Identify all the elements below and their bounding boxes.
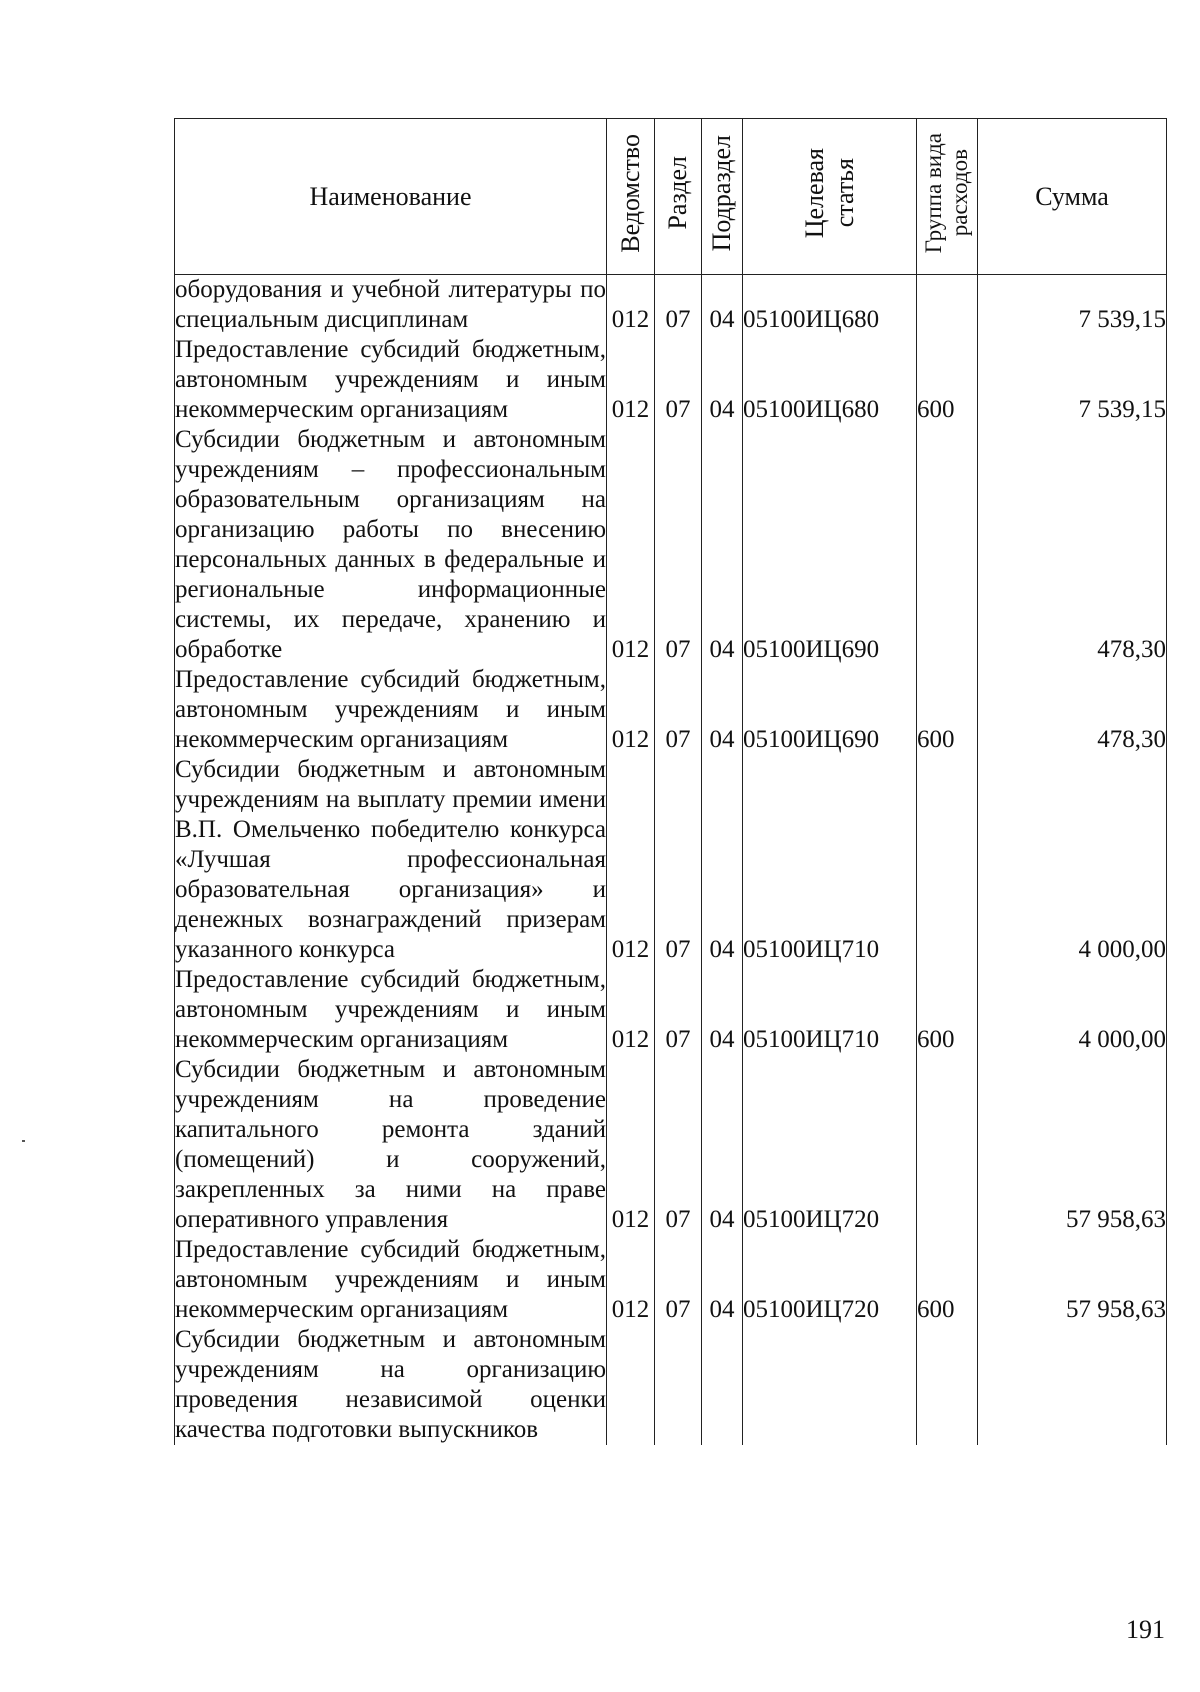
row-razdel [655, 1325, 702, 1445]
row-vedomstvo: 012 [607, 755, 655, 965]
table-row [175, 425, 1167, 665]
row-sum: 4 000,00 [978, 755, 1167, 965]
header-summa: Сумма [978, 119, 1167, 275]
row-expense-group [917, 755, 978, 965]
row-name: Субсидии бюджетным и автономным учреждениям – профессиональным образовательным организациям на организацию работы по внесению персональных данных в федеральные и региональные информационные системы, их передаче, хранению и обработке [175, 426, 606, 663]
table-row [175, 1235, 1167, 1325]
row-target-code: 05100ИЦ720 [743, 1055, 917, 1235]
header-celevaya-statya: Целевая статья [743, 119, 917, 275]
row-podrazdel: 04 [702, 755, 743, 965]
row-name: Субсидии бюджетным и автономным учреждениям на проведение капитального ремонта зданий (помещений) и сооружений, закрепленных за ними на праве оперативного управления [175, 1056, 606, 1233]
row-sum: 7 539,15 [978, 335, 1167, 425]
row-podrazdel: 04 [702, 275, 743, 336]
row-expense-group: 600 [917, 335, 978, 425]
row-name: Предоставление субсидий бюджетным, автономным учреждениям и иным некоммерческим организациям [175, 966, 606, 1053]
row-name: Субсидии бюджетным и автономным учреждениям на выплату премии имени В.П. Омельченко победителю конкурса «Лучшая профессиональная образовательная организация» и денежных вознаграждений призерам указанного конкурса [175, 756, 606, 963]
row-target-code: 05100ИЦ690 [743, 425, 917, 665]
row-target-code: 05100ИЦ710 [743, 965, 917, 1055]
row-sum: 57 958,63 [978, 1235, 1167, 1325]
table-row [175, 1055, 1167, 1235]
row-target-code: 05100ИЦ680 [743, 335, 917, 425]
row-name: Субсидии бюджетным и автономным учреждениям на организацию проведения независимой оценки качества подготовки выпускников [175, 1326, 606, 1443]
scan-speck [22, 1140, 25, 1142]
row-vedomstvo: 012 [607, 335, 655, 425]
row-razdel: 07 [655, 425, 702, 665]
budget-table [174, 118, 1167, 1445]
row-podrazdel: 04 [702, 665, 743, 755]
row-vedomstvo: 012 [607, 1055, 655, 1235]
row-sum: 478,30 [978, 425, 1167, 665]
row-sum: 4 000,00 [978, 965, 1167, 1055]
table-row [175, 335, 1167, 425]
row-expense-group: 600 [917, 1235, 978, 1325]
row-razdel: 07 [655, 335, 702, 425]
row-vedomstvo: 012 [607, 425, 655, 665]
header-gruppa-vida-rashodov: Группа вида расходов [917, 119, 978, 275]
row-sum [978, 1325, 1167, 1445]
header-name: Наименование [175, 119, 607, 275]
row-target-code: 05100ИЦ720 [743, 1235, 917, 1325]
row-sum: 57 958,63 [978, 1055, 1167, 1235]
row-name: Предоставление субсидий бюджетным, автономным учреждениям и иным некоммерческим организациям [175, 336, 606, 423]
row-expense-group [917, 1325, 978, 1445]
row-razdel: 07 [655, 665, 702, 755]
row-podrazdel: 04 [702, 1235, 743, 1325]
row-expense-group [917, 425, 978, 665]
table-row [175, 1325, 1167, 1445]
header-vedomstvo: Ведомство [607, 119, 655, 275]
page-number: 191 [1126, 1615, 1165, 1644]
row-expense-group [917, 275, 978, 336]
row-target-code: 05100ИЦ680 [743, 275, 917, 336]
header-razdel: Раздел [655, 119, 702, 275]
row-vedomstvo [607, 1325, 655, 1445]
row-podrazdel [702, 1325, 743, 1445]
row-podrazdel: 04 [702, 425, 743, 665]
row-vedomstvo: 012 [607, 965, 655, 1055]
row-target-code [743, 1325, 917, 1445]
row-name: Предоставление субсидий бюджетным, автономным учреждениям и иным некоммерческим организациям [175, 666, 606, 753]
table-row [175, 965, 1167, 1055]
row-razdel: 07 [655, 275, 702, 336]
table-row [175, 755, 1167, 965]
table-row [175, 275, 1167, 336]
row-razdel: 07 [655, 965, 702, 1055]
row-name: оборудования и учебной литературы по специальным дисциплинам [175, 276, 606, 333]
row-razdel: 07 [655, 1235, 702, 1325]
row-podrazdel: 04 [702, 1055, 743, 1235]
row-expense-group: 600 [917, 965, 978, 1055]
row-expense-group [917, 1055, 978, 1235]
table-header-row [175, 119, 1167, 275]
row-sum: 478,30 [978, 665, 1167, 755]
row-target-code: 05100ИЦ690 [743, 665, 917, 755]
row-name: Предоставление субсидий бюджетным, автономным учреждениям и иным некоммерческим организациям [175, 1236, 606, 1323]
row-razdel: 07 [655, 755, 702, 965]
row-target-code: 05100ИЦ710 [743, 755, 917, 965]
row-vedomstvo: 012 [607, 1235, 655, 1325]
table-row [175, 665, 1167, 755]
row-vedomstvo: 012 [607, 275, 655, 336]
row-sum: 7 539,15 [978, 275, 1167, 336]
row-podrazdel: 04 [702, 335, 743, 425]
row-razdel: 07 [655, 1055, 702, 1235]
row-expense-group: 600 [917, 665, 978, 755]
row-podrazdel: 04 [702, 965, 743, 1055]
header-podrazdel: Подраздел [702, 119, 743, 275]
row-vedomstvo: 012 [607, 665, 655, 755]
